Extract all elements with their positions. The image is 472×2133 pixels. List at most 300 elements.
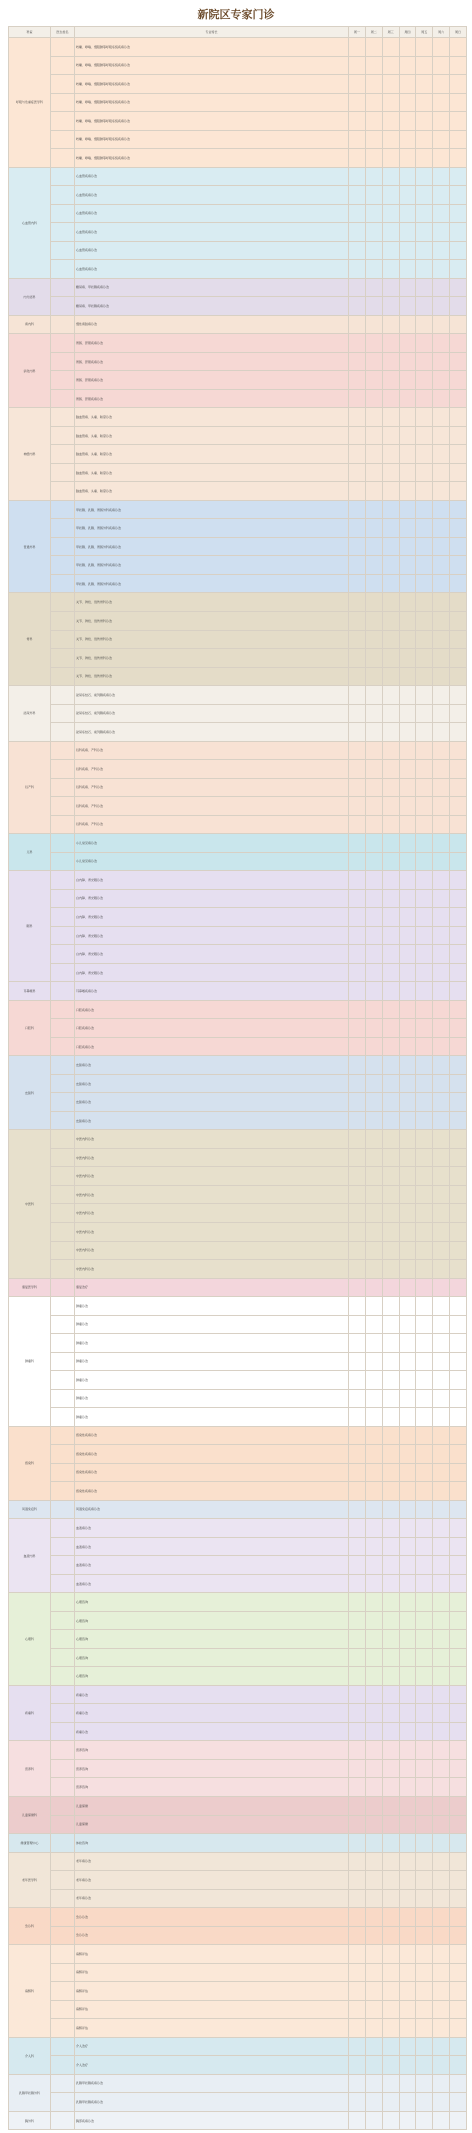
day-slot-cell <box>365 1056 382 1075</box>
table-row <box>9 1685 467 1704</box>
specialty-cell: 乳腺甲状腺疾病诊治 <box>75 2093 349 2112</box>
day-slot-cell <box>349 741 366 760</box>
day-slot-cell <box>433 1074 450 1093</box>
table-row <box>9 1093 467 1112</box>
day-slot-cell <box>349 1685 366 1704</box>
day-slot-cell <box>450 1500 467 1519</box>
day-slot-cell <box>365 186 382 205</box>
day-slot-cell <box>450 186 467 205</box>
day-slot-cell <box>433 500 450 519</box>
day-slot-cell <box>365 1834 382 1853</box>
day-slot-cell <box>365 1334 382 1353</box>
table-body <box>9 38 467 2130</box>
day-slot-cell <box>349 630 366 649</box>
department-cell: 健康管理中心 <box>9 1834 51 1853</box>
day-slot-cell <box>416 1019 433 1038</box>
specialty-cell: 泌尿系结石、前列腺疾病诊治 <box>75 704 349 723</box>
day-slot-cell <box>349 1019 366 1038</box>
day-slot-cell <box>382 574 399 593</box>
doctor-name-cell <box>51 834 75 853</box>
specialty-cell: 血液病诊治 <box>75 1574 349 1593</box>
table-row <box>9 2019 467 2038</box>
table-row <box>9 797 467 816</box>
day-slot-cell <box>416 1908 433 1927</box>
day-slot-cell <box>399 1778 416 1797</box>
day-slot-cell <box>416 1759 433 1778</box>
table-row <box>9 1297 467 1316</box>
day-slot-cell <box>365 1037 382 1056</box>
day-slot-cell <box>450 1056 467 1075</box>
specialty-cell: 肿瘤诊治 <box>75 1371 349 1390</box>
day-slot-cell <box>349 1000 366 1019</box>
day-slot-cell <box>416 1352 433 1371</box>
day-slot-cell <box>416 1371 433 1390</box>
day-slot-cell <box>433 1741 450 1760</box>
day-slot-cell <box>416 186 433 205</box>
day-slot-cell <box>416 1685 433 1704</box>
day-slot-cell <box>349 1260 366 1279</box>
day-slot-cell <box>450 834 467 853</box>
day-slot-cell <box>450 2000 467 2019</box>
day-slot-cell <box>450 704 467 723</box>
day-slot-cell <box>433 611 450 630</box>
specialty-cell: 咳嗽、哮喘、慢阻肺等呼吸系统疾病诊治 <box>75 56 349 75</box>
specialty-cell: 肿瘤诊治 <box>75 1297 349 1316</box>
table-row <box>9 1519 467 1538</box>
day-slot-cell <box>399 1241 416 1260</box>
day-slot-cell <box>416 75 433 94</box>
specialty-cell: 儿童保健 <box>75 1796 349 1815</box>
day-slot-cell <box>433 1852 450 1871</box>
day-slot-cell <box>416 2019 433 2038</box>
day-slot-cell <box>433 93 450 112</box>
day-slot-cell <box>433 1093 450 1112</box>
day-slot-cell <box>382 1500 399 1519</box>
doctor-name-cell <box>51 93 75 112</box>
day-slot-cell <box>349 649 366 668</box>
day-slot-cell <box>433 1834 450 1853</box>
department-cell: 心理科 <box>9 1593 51 1686</box>
day-slot-cell <box>450 1260 467 1279</box>
day-slot-cell <box>450 1796 467 1815</box>
doctor-name-cell <box>51 1093 75 1112</box>
day-slot-cell <box>349 1426 366 1445</box>
doctor-name-cell <box>51 1148 75 1167</box>
day-slot-cell <box>433 1019 450 1038</box>
day-slot-cell <box>399 649 416 668</box>
day-slot-cell <box>399 1130 416 1149</box>
day-slot-cell <box>450 1130 467 1149</box>
day-slot-cell <box>382 1408 399 1427</box>
day-slot-cell <box>433 2074 450 2093</box>
day-slot-cell <box>433 760 450 779</box>
department-cell: 感染科 <box>9 1426 51 1500</box>
day-slot-cell <box>349 519 366 538</box>
day-slot-cell <box>399 945 416 964</box>
day-slot-cell <box>399 352 416 371</box>
day-slot-cell <box>349 1204 366 1223</box>
specialty-cell: 皮肤病诊治 <box>75 1074 349 1093</box>
day-slot-cell <box>416 204 433 223</box>
day-slot-cell <box>365 315 382 334</box>
table-row <box>9 1667 467 1686</box>
specialty-cell: 白内障、青光眼诊治 <box>75 963 349 982</box>
doctor-name-cell <box>51 1241 75 1260</box>
specialty-cell: 心血管疾病诊治 <box>75 204 349 223</box>
day-slot-cell <box>349 1963 366 1982</box>
doctor-name-cell <box>51 130 75 149</box>
specialty-cell: 体检咨询 <box>75 1834 349 1853</box>
day-slot-cell <box>399 315 416 334</box>
page-title: 新院区专家门诊 <box>197 8 275 21</box>
specialty-cell: 疼痛诊治 <box>75 1685 349 1704</box>
day-slot-cell <box>365 426 382 445</box>
day-slot-cell <box>349 2019 366 2038</box>
day-slot-cell <box>382 1130 399 1149</box>
day-slot-cell <box>382 1926 399 1945</box>
day-slot-cell <box>399 1796 416 1815</box>
table-row <box>9 1871 467 1890</box>
table-row <box>9 149 467 168</box>
day-slot-cell <box>382 2093 399 2112</box>
specialty-cell: 脑血管病、头痛、眩晕诊治 <box>75 463 349 482</box>
day-slot-cell <box>365 1908 382 1927</box>
day-slot-cell <box>349 1371 366 1390</box>
day-slot-cell <box>416 686 433 705</box>
day-slot-cell <box>365 1426 382 1445</box>
day-slot-cell <box>399 1685 416 1704</box>
day-slot-cell <box>382 1667 399 1686</box>
day-slot-cell <box>450 149 467 168</box>
doctor-name-cell <box>51 630 75 649</box>
table-row <box>9 834 467 853</box>
day-slot-cell <box>365 1074 382 1093</box>
day-slot-cell <box>399 445 416 464</box>
doctor-name-cell <box>51 1482 75 1501</box>
day-slot-cell <box>365 38 382 57</box>
day-slot-cell <box>433 630 450 649</box>
day-slot-cell <box>416 149 433 168</box>
day-slot-cell <box>433 1685 450 1704</box>
doctor-name-cell <box>51 1722 75 1741</box>
day-slot-cell <box>365 537 382 556</box>
day-slot-cell <box>365 75 382 94</box>
table-row <box>9 186 467 205</box>
table-row <box>9 704 467 723</box>
day-slot-cell <box>382 2000 399 2019</box>
day-slot-cell <box>365 2019 382 2038</box>
table-row <box>9 1241 467 1260</box>
day-slot-cell <box>399 778 416 797</box>
day-slot-cell <box>433 315 450 334</box>
day-slot-cell <box>399 1352 416 1371</box>
day-slot-cell <box>416 389 433 408</box>
table-row <box>9 519 467 538</box>
table-row <box>9 1148 467 1167</box>
day-slot-cell <box>349 945 366 964</box>
day-slot-cell <box>382 149 399 168</box>
day-slot-cell <box>365 926 382 945</box>
specialty-cell: 感染性疾病诊治 <box>75 1445 349 1464</box>
day-slot-cell <box>433 852 450 871</box>
doctor-name-cell <box>51 741 75 760</box>
specialty-cell: 耳鼻喉疾病诊治 <box>75 982 349 1001</box>
doctor-name-cell <box>51 686 75 705</box>
day-slot-cell <box>416 500 433 519</box>
day-slot-cell <box>399 75 416 94</box>
day-slot-cell <box>433 963 450 982</box>
day-slot-cell <box>416 112 433 131</box>
department-cell: 老年医学科 <box>9 1852 51 1908</box>
doctor-name-cell <box>51 556 75 575</box>
day-slot-cell <box>365 834 382 853</box>
day-slot-cell <box>433 167 450 186</box>
day-slot-cell <box>349 704 366 723</box>
day-slot-cell <box>450 1185 467 1204</box>
table-row <box>9 852 467 871</box>
day-slot-cell <box>349 93 366 112</box>
day-slot-cell <box>365 1556 382 1575</box>
day-slot-cell <box>416 1945 433 1964</box>
table-row <box>9 445 467 464</box>
day-slot-cell <box>349 371 366 390</box>
day-slot-cell <box>450 463 467 482</box>
day-slot-cell <box>382 1611 399 1630</box>
table-row <box>9 1815 467 1834</box>
specialty-cell: 心理咨询 <box>75 1611 349 1630</box>
specialty-cell: 胃肠、肝胆疾病诊治 <box>75 389 349 408</box>
day-slot-cell <box>399 186 416 205</box>
day-slot-cell <box>433 2093 450 2112</box>
day-slot-cell <box>433 2037 450 2056</box>
table-row <box>9 334 467 353</box>
doctor-name-cell <box>51 1963 75 1982</box>
day-slot-cell <box>450 130 467 149</box>
day-slot-cell <box>450 1574 467 1593</box>
day-slot-cell <box>450 667 467 686</box>
table-row <box>9 871 467 890</box>
day-slot-cell <box>399 1889 416 1908</box>
column-header: 专业特长 <box>75 27 349 38</box>
day-slot-cell <box>399 1741 416 1760</box>
day-slot-cell <box>399 2093 416 2112</box>
doctor-name-cell <box>51 38 75 57</box>
specialty-cell: 感染性疾病诊治 <box>75 1463 349 1482</box>
day-slot-cell <box>382 204 399 223</box>
day-slot-cell <box>399 2111 416 2130</box>
day-slot-cell <box>450 1908 467 1927</box>
day-slot-cell <box>365 815 382 834</box>
specialty-cell: 疼痛诊治 <box>75 1704 349 1723</box>
day-slot-cell <box>416 1648 433 1667</box>
day-slot-cell <box>399 686 416 705</box>
table-row <box>9 2111 467 2130</box>
day-slot-cell <box>416 1963 433 1982</box>
table-row <box>9 2037 467 2056</box>
day-slot-cell <box>349 611 366 630</box>
day-slot-cell <box>433 334 450 353</box>
day-slot-cell <box>365 1852 382 1871</box>
day-slot-cell <box>450 1148 467 1167</box>
day-slot-cell <box>382 426 399 445</box>
doctor-name-cell <box>51 278 75 297</box>
day-slot-cell <box>349 834 366 853</box>
day-slot-cell <box>349 778 366 797</box>
specialty-cell: 儿童保健 <box>75 1815 349 1834</box>
specialty-cell: 急诊诊治 <box>75 1926 349 1945</box>
table-row <box>9 297 467 316</box>
day-slot-cell <box>365 1500 382 1519</box>
day-slot-cell <box>382 982 399 1001</box>
table-row <box>9 1796 467 1815</box>
day-slot-cell <box>365 1167 382 1186</box>
day-slot-cell <box>416 1834 433 1853</box>
day-slot-cell <box>433 426 450 445</box>
day-slot-cell <box>399 815 416 834</box>
specialty-cell: 甲状腺、乳腺、胃肠外科疾病诊治 <box>75 500 349 519</box>
day-slot-cell <box>399 1630 416 1649</box>
day-slot-cell <box>382 1278 399 1297</box>
day-slot-cell <box>382 1167 399 1186</box>
day-slot-cell <box>382 797 399 816</box>
day-slot-cell <box>399 741 416 760</box>
table-row <box>9 315 467 334</box>
doctor-name-cell <box>51 2037 75 2056</box>
day-slot-cell <box>416 1667 433 1686</box>
day-slot-cell <box>416 408 433 427</box>
day-slot-cell <box>399 1722 416 1741</box>
specialty-cell: 甲状腺、乳腺、胃肠外科疾病诊治 <box>75 519 349 538</box>
table-row <box>9 1019 467 1038</box>
day-slot-cell <box>416 1241 433 1260</box>
day-slot-cell <box>450 223 467 242</box>
specialty-cell: 咳嗽、哮喘、慢阻肺等呼吸系统疾病诊治 <box>75 112 349 131</box>
day-slot-cell <box>399 260 416 279</box>
day-slot-cell <box>433 149 450 168</box>
day-slot-cell <box>349 149 366 168</box>
day-slot-cell <box>433 56 450 75</box>
day-slot-cell <box>450 945 467 964</box>
doctor-name-cell <box>51 519 75 538</box>
day-slot-cell <box>349 908 366 927</box>
day-slot-cell <box>450 1241 467 1260</box>
day-slot-cell <box>382 1352 399 1371</box>
day-slot-cell <box>450 334 467 353</box>
column-header: 周五 <box>416 27 433 38</box>
day-slot-cell <box>365 667 382 686</box>
specialty-cell: 关节、脊柱、创伤骨科诊治 <box>75 667 349 686</box>
table-row <box>9 204 467 223</box>
table-row <box>9 1204 467 1223</box>
day-slot-cell <box>433 1185 450 1204</box>
day-slot-cell <box>382 1037 399 1056</box>
doctor-name-cell <box>51 1204 75 1223</box>
day-slot-cell <box>349 1778 366 1797</box>
day-slot-cell <box>349 1185 366 1204</box>
day-slot-cell <box>349 574 366 593</box>
day-slot-cell <box>349 1871 366 1890</box>
specialty-cell: 咳嗽、哮喘、慢阻肺等呼吸系统疾病诊治 <box>75 130 349 149</box>
day-slot-cell <box>349 1834 366 1853</box>
day-slot-cell <box>365 1704 382 1723</box>
day-slot-cell <box>450 630 467 649</box>
doctor-name-cell <box>51 1223 75 1242</box>
department-cell: 耳鼻喉科 <box>9 982 51 1001</box>
day-slot-cell <box>382 908 399 927</box>
day-slot-cell <box>382 1982 399 2001</box>
day-slot-cell <box>433 1889 450 1908</box>
day-slot-cell <box>382 834 399 853</box>
day-slot-cell <box>416 1630 433 1649</box>
day-slot-cell <box>399 1611 416 1630</box>
day-slot-cell <box>416 1796 433 1815</box>
table-row <box>9 982 467 1001</box>
day-slot-cell <box>365 223 382 242</box>
day-slot-cell <box>399 926 416 945</box>
specialty-cell: 关节、脊柱、创伤骨科诊治 <box>75 649 349 668</box>
day-slot-cell <box>433 1463 450 1482</box>
specialty-cell: 口腔疾病诊治 <box>75 1037 349 1056</box>
day-slot-cell <box>399 1371 416 1390</box>
specialty-cell: 中医内科诊治 <box>75 1204 349 1223</box>
specialty-cell: 关节、脊柱、创伤骨科诊治 <box>75 611 349 630</box>
day-slot-cell <box>433 389 450 408</box>
day-slot-cell <box>433 908 450 927</box>
specialty-cell: 甲状腺、乳腺、胃肠外科疾病诊治 <box>75 556 349 575</box>
day-slot-cell <box>433 556 450 575</box>
day-slot-cell <box>433 704 450 723</box>
day-slot-cell <box>433 1408 450 1427</box>
day-slot-cell <box>450 815 467 834</box>
day-slot-cell <box>416 1334 433 1353</box>
table-row <box>9 1074 467 1093</box>
day-slot-cell <box>365 2093 382 2112</box>
day-slot-cell <box>382 334 399 353</box>
day-slot-cell <box>382 667 399 686</box>
day-slot-cell <box>349 852 366 871</box>
doctor-name-cell <box>51 1037 75 1056</box>
day-slot-cell <box>416 1408 433 1427</box>
day-slot-cell <box>416 1704 433 1723</box>
day-slot-cell <box>450 1315 467 1334</box>
day-slot-cell <box>399 908 416 927</box>
doctor-name-cell <box>51 2019 75 2038</box>
day-slot-cell <box>433 1148 450 1167</box>
specialty-cell: 甲状腺、乳腺、胃肠外科疾病诊治 <box>75 537 349 556</box>
day-slot-cell <box>382 1685 399 1704</box>
day-slot-cell <box>349 297 366 316</box>
day-slot-cell <box>382 871 399 890</box>
specialty-cell: 介入治疗 <box>75 2037 349 2056</box>
day-slot-cell <box>399 1167 416 1186</box>
day-slot-cell <box>450 889 467 908</box>
day-slot-cell <box>349 1593 366 1612</box>
doctor-name-cell <box>51 815 75 834</box>
table-row <box>9 38 467 57</box>
day-slot-cell <box>433 1111 450 1130</box>
day-slot-cell <box>450 167 467 186</box>
day-slot-cell <box>433 75 450 94</box>
day-slot-cell <box>450 556 467 575</box>
doctor-name-cell <box>51 241 75 260</box>
table-row <box>9 741 467 760</box>
day-slot-cell <box>399 1815 416 1834</box>
day-slot-cell <box>365 1963 382 1982</box>
day-slot-cell <box>433 408 450 427</box>
day-slot-cell <box>433 2056 450 2075</box>
table-row <box>9 1260 467 1279</box>
day-slot-cell <box>382 963 399 982</box>
